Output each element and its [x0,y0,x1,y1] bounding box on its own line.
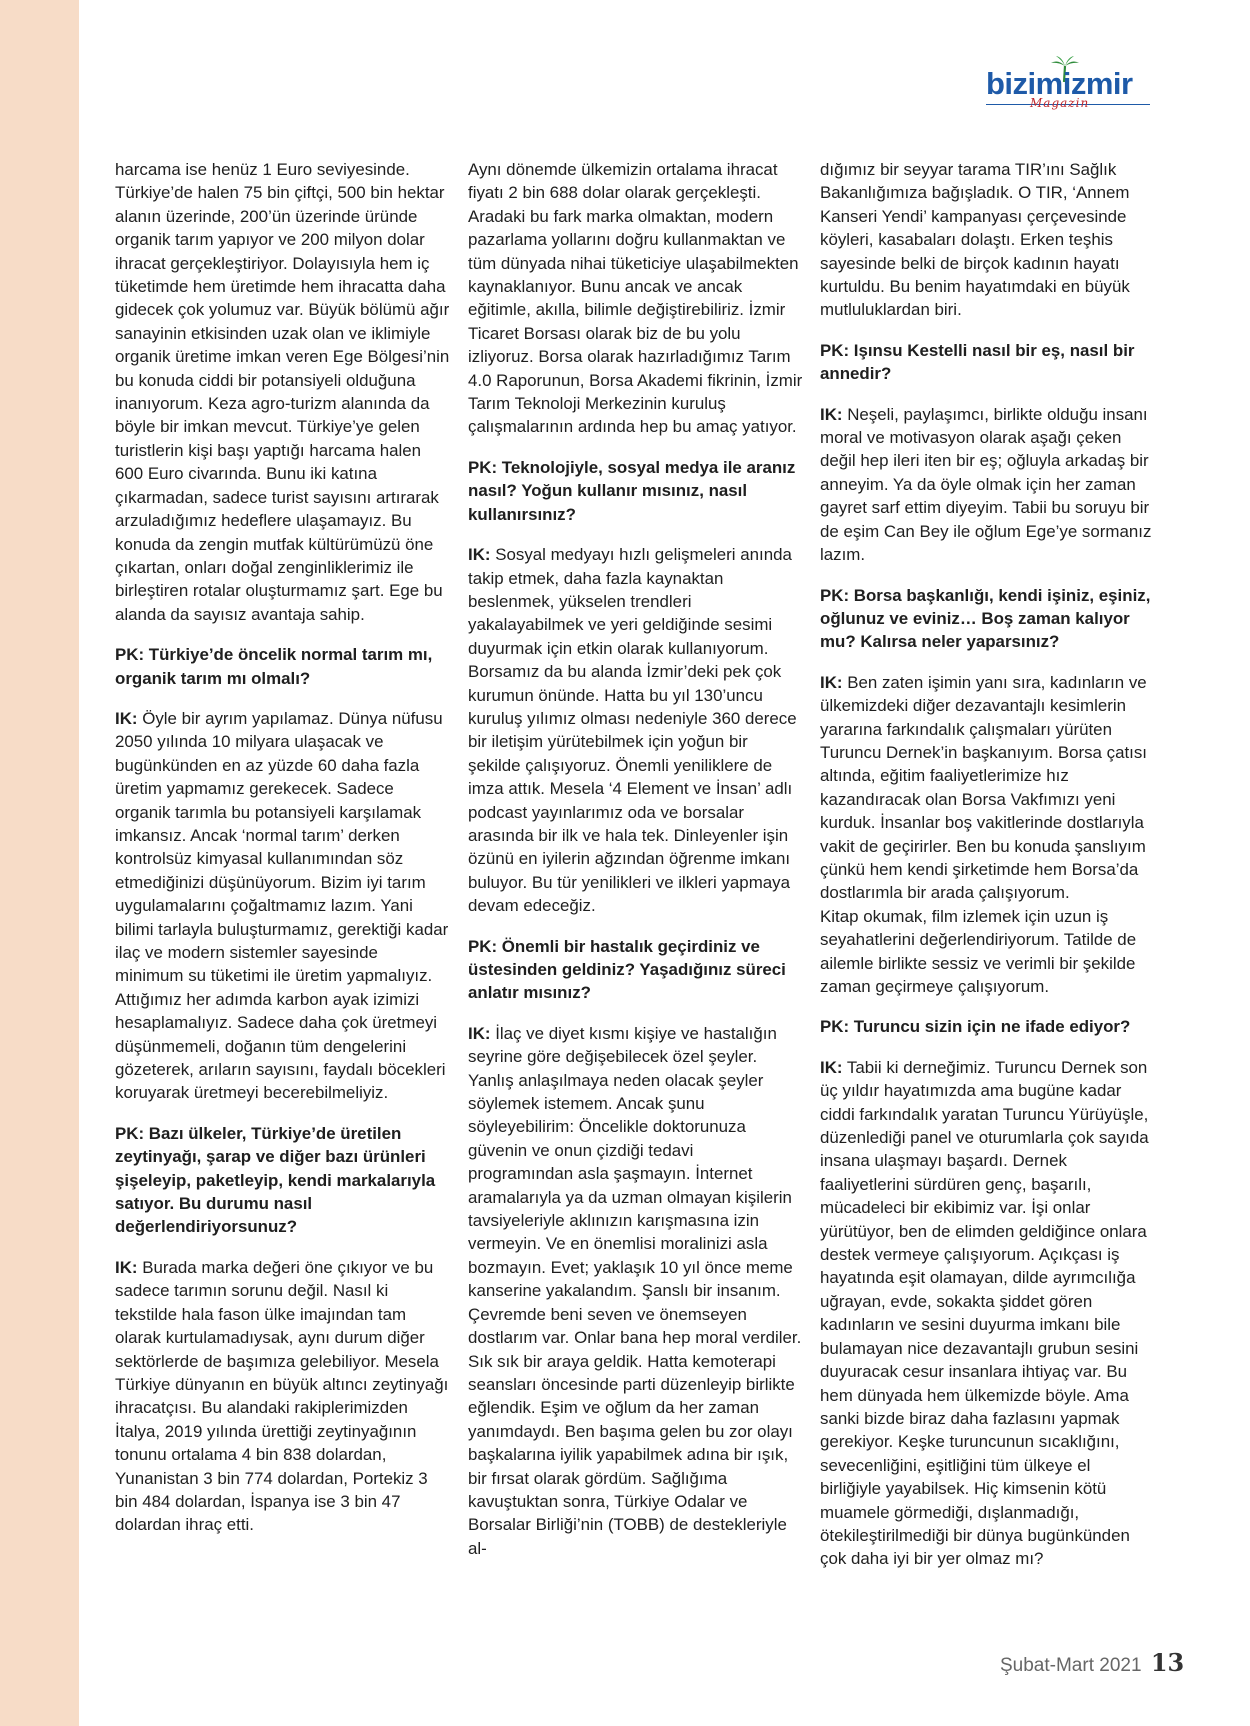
interview-question: PK: Bazı ülkeler, Türkiye’de üretilen zeytinyağı, şarap ve diğer bazı ürünleri şişeleyip, paketleyip, kendi markalarıyla satıyor. Bu durumu nasıl değerlendiriyorsunuz? [115,1123,436,1237]
speaker-label: IK: [820,672,843,692]
article-paragraph: IK: Sosyal medyayı hızlı gelişmeleri anında takip etmek, daha fazla kaynaktan beslenmek, yükselen trendleri yakalayabilmek ve yeri geldiğinde sesimi duyurmak için etkin olarak kullanıyorum. Borsamız da bu alanda İzmir’deki pek çok kurumun önünde. Hatta bu yıl 130’uncu kuruluş yılımız olması nedeniyle 360 derece bir iletişim yürütebilmek için yoğun bir şekilde çalışıyoruz. Önemli yeniliklere de imza attık. Mesela ‘4 Element ve İnsan’ adlı podcast yayınlarımız oda ve borsalar arasında bir ilk ve hala tek. Dinleyenler işin özünü en iyilerin ağzından öğrenme imkanı buluyor. Bu tür yenilikleri ve ilkleri yapmaya devam edeceğiz. [468,545,797,916]
text-column-2 [468,158,803,1577]
page-footer [1000,1648,1184,1677]
page-number: 13 [1150,1648,1185,1677]
article-paragraph: harcama ise henüz 1 Euro seviyesinde. Türkiye’de halen 75 bin çiftçi, 500 bin hektar alanın üzerinde, 200’ün üzerinde üründe organik tarım yapıyor ve 200 milyon dolar ihracat gerçekleştiriyor. Dolayısıyla hem iç tüketimde hem üretimde hem ihracatta daha gidecek çok yolumuz var. Büyük bölümü ağır sanayinin etkisinden uzak olan ve iklimiyle organik üretime imkan veren Ege Bölgesi’nin bu konuda ciddi bir potansiyeli olduğuna inanıyorum. Keza agro-turizm alanında da böyle bir imkan mevcut. Türkiye’ye gelen turistlerin kişi başı yaptığı harcama halen 600 Euro civarında. Bunu iki katına çıkarmadan, sadece turist sayısını artırarak arzuladığımız hedeflere ulaşamayız. Bu konuda da zengin mutfak kültürümüzü öne çıkartan, onları doğal zenginliklerimiz ile birleştiren rotalar oluşturmamız şart. Ege bu alanda da sayısız avantaja sahip. [115,160,450,624]
logo-name-part-1: bizim [986,66,1063,101]
logo-tagline: Magazin [1030,96,1090,110]
logo-name-part-2: izmir [1062,66,1133,101]
article-paragraph: IK: Ben zaten işimin yanı sıra, kadınların ve ülkemizdeki diğer dezavantajlı kesimlerin yararına farkındalık çalışmaları yürüten Turuncu Dernek’in başkanıyım. Borsa çatısı altında, eğitim faaliyetlerimize hız kazandıracak olan Borsa Vakfımızı yeni kurduk. İnsanlar boş vakitlerinde dostlarıyla vakit de geçirirler. Ben bu konuda şanslıyım çünkü hem kendi şirketimde hem Borsa’da dostlarımla bir arada çalışıyorum. [820,672,1148,903]
article-paragraph: IK: Tabii ki derneğimiz. Turuncu Dernek son üç yıldır hayatımızda ama bugüne kadar ciddi farkındalık yaratan Turuncu Yürüyüşle, düzenlediği panel ve oturumlarla çok sayıda insana ulaşmayı başardı. Dernek faaliyetlerini sürdüren genç, başarılı, mücadeleci bir ekibimiz var. İşi onlar yürütüyor, ben de elimden geldiğince onlara destek vermeye çalışıyorum. Açıkçası iş hayatında eşit olamayan, dilde ayrımcılığa uğrayan, evde, sokakta şiddet gören kadınların ve sesini duyurma imkanı bile bulamayan nice dezavantajlı grubun sesini duyuracak cesur insanlara ihtiyaç var. Bu hem dünyada hem ülkemizde böyle. Ama sanki bizde biraz daha fazlasını yapmak gerekiyor. Keşke turuncunun sıcaklığını, sevecenliğini, eşitliğini tüm ülkeye el birliğiyle yayabilsek. Hiç kimsenin kötü muamele görmediği, dışlanmadığı, ötekileştirilmediği bir dünya bugünkünden çok daha iyi bir yer olmaz mı? [820,1057,1149,1569]
magazine-logo [986,56,1150,112]
interview-question: PK: Önemli bir hastalık geçirdiniz ve üstesinden geldiniz? Yaşadığınız süreci anlatır mısınız? [468,936,786,1003]
speaker-label: IK: [115,708,138,728]
article-paragraph: dığımız bir seyyar tarama TIR’ını Sağlık Bakanlığımıza bağışladık. O TIR, ‘Annem Kanseri Yendi’ kampanyası çerçevesinde köyleri, kasabaları dolaştı. Erken teşhis sayesinde belki de birçok kadının hayatı kurtuldu. Bu benim hayatımdaki en büyük mutluluklardan biri. [820,160,1130,320]
interview-question: PK: Işınsu Kestelli nasıl bir eş, nasıl bir annedir? [820,340,1135,384]
speaker-label: IK: [115,1257,138,1277]
issue-date: Şubat-Mart 2021 [1000,1655,1142,1676]
article-paragraph: IK: Neşeli, paylaşımcı, birlikte olduğu insanı moral ve motivasyon olarak aşağı çeken değil hep ileri iten bir eş; oğluyla arkadaş bir anneyim. Ya da öyle olmak için her zaman gayret sarf ettim diyeyim. Tabii bu soruyu bir de eşim Can Bey ile oğlum Ege’ye sormanız lazım. [820,404,1152,565]
speaker-label: IK: [468,545,491,565]
article-paragraph: Aynı dönemde ülkemizin ortalama ihracat fiyatı 2 bin 688 dolar olarak gerçekleşti. Aradaki bu fark marka olmaktan, modern pazarlama yollarını doğru kullanmaktan ve tüm dünyada nihai tüketiciye ulaşabilmekten kaynaklanıyor. Bunu ancak ve ancak eğitimle, akılla, bilimle değiştirebiliriz. İzmir Ticaret Borsası olarak biz de bu yolu izliyoruz. Borsa olarak hazırladığımız Tarım 4.0 Raporunun, Borsa Akademi fikrinin, İzmir Tarım Teknoloji Merkezinin kuruluş çalışmalarının ardında hep bu amaç yatıyor. [468,160,803,437]
article-paragraph: IK: İlaç ve diyet kısmı kişiye ve hastalığın seyrine göre değişebilecek özel şeyler. Yanlış anlaşılmaya neden olacak şeyler söylemek istemem. Ancak şunu söyleyebilirim: Öncelikle doktorunuza güvenin ve onun çizdiği tedavi programından asla şaşmayın. İnternet aramalarıyla ya da uzman olmayan kişilerin tavsiyeleriyle aklınızın karışmasına izin vermeyin. Ve en önemlisi moralinizi asla bozmayın. Evet; yaklaşık 10 yıl önce meme kanserine yakalandım. Şanslı bir insanım. Çevremde beni seven ve önemseyen dostlarım var. Onlar bana hep moral verdiler. Sık sık bir araya geldik. Hatta kemoterapi seansları öncesinde parti düzenleyip birlikte eğlendik. Eşim ve oğlum da her zaman yanımdaydı. Ben başıma gelen bu zor olayı başkalarına iyilik yapabilmek adına bir ışık, bir fırsat olarak gördüm. Sağlığıma kavuştuktan sonra, Türkiye Odalar ve Borsalar Birliği’nin (TOBB) de destekleriyle al- [468,1023,802,1558]
speaker-label: IK: [820,1057,843,1077]
interview-question: PK: Türkiye’de öncelik normal tarım mı, organik tarım mı olmalı? [115,645,433,688]
article-paragraph: IK: Öyle bir ayrım yapılamaz. Dünya nüfusu 2050 yılında 10 milyara ulaşacak ve bugünkünden en az yüzde 60 daha fazla üretim yapmamız gerekecek. Sadece organik tarımla bu potansiyeli karşılamak imkansız. Ancak ‘normal tarım’ derken kontrolsüz kimyasal kullanımından söz etmediğinizi düşünüyorum. Bizim iyi tarım uygulamalarını çoğaltmamız lazım. Yani bilimi tarlayla buluşturmamız, gerektiği kadar ilaç ve modern sistemler sayesinde minimum su tüketimi ile üretim yapmalıyız. Attığımız her adımda karbon ayak izimizi hesaplamalıyız. Sadece daha çok üretmeyi düşünmemeli, doğanın tüm dengelerini gözeterek, arıların sayısını, faydalı böcekleri koruyarak üretmeyi becerebilmeliyiz. [115,708,449,1103]
interview-question: PK: Turuncu sizin için ne ifade ediyor? [820,1017,1131,1037]
interview-question: PK: Borsa başkanlığı, kendi işiniz, eşiniz, oğlunuz ve eviniz… Boş zaman kalıyor mu? Kalırsa neler yaparsınız? [820,585,1151,652]
text-column-1 [115,158,450,1554]
speaker-label: IK: [468,1023,491,1043]
article-paragraph: IK: Burada marka değeri öne çıkıyor ve bu sadece tarımın sorunu değil. Nasıl ki tekstilde hala fason ülke imajından tam olarak kurtulamadıysak, aynı durum diğer sektörlerde de başımıza gelebiliyor. Mesela Türkiye dünyanın en büyük altıncı zeytinyağı ihracatçısı. Bu alandaki rakiplerimizden İtalya, 2019 yılında ürettiği zeytinyağının tonunu ortalama 4 bin 838 dolardan, Yunanistan 3 bin 774 dolardan, Portekiz 3 bin 484 dolardan, İspanya ise 3 bin 47 dolardan ihraç etti. [115,1257,449,1535]
side-stripe [0,0,79,1726]
interview-question: PK: Teknolojiyle, sosyal medya ile aranız nasıl? Yoğun kullanır mısınız, nasıl kullanırsınız? [468,457,796,524]
speaker-label: IK: [820,404,843,424]
text-column-3 [820,158,1155,1588]
article-paragraph: Kitap okumak, film izlemek için uzun iş seyahatlerini değerlendiriyorum. Tatilde de ailemle birlikte sessiz ve verimli bir şekilde zaman geçirmeye çalışıyorum. [820,906,1137,996]
